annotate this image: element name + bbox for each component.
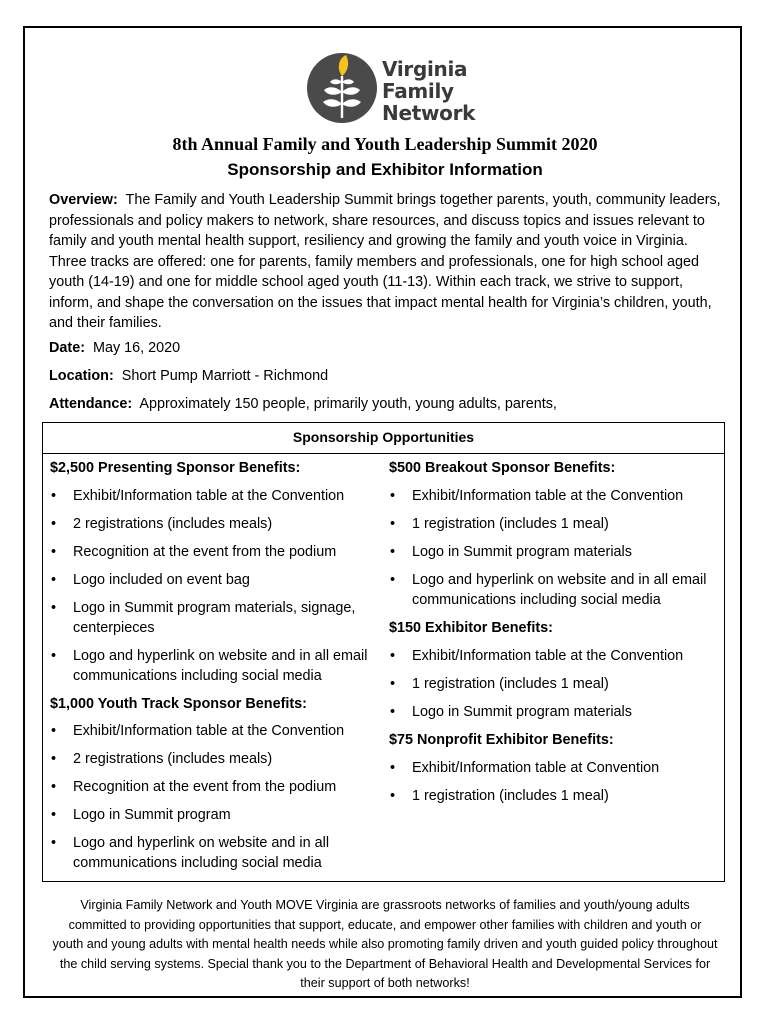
page-title: 8th Annual Family and Youth Leadership Summit 2020: [172, 134, 598, 154]
list-item: • Logo and hyperlink on website and in all email communications including social media: [50, 646, 380, 686]
list-item: • Logo in Summit program: [50, 805, 380, 825]
nonprofit-exhibitor-title: $75 Nonprofit Exhibitor Benefits:: [389, 732, 614, 748]
attendance-label: Attendance:: [49, 396, 133, 412]
list-item: • 1 registration (includes 1 meal): [389, 674, 724, 694]
youth-track-sponsor-list: [50, 721, 380, 873]
sprout-logo-icon: [306, 52, 378, 124]
date-line: [49, 340, 180, 356]
list-item: • Logo in Summit program materials, signage, centerpieces: [50, 598, 380, 638]
list-item: • 2 registrations (includes meals): [50, 514, 380, 534]
sponsorship-table-heading: Sponsorship Opportunities: [43, 423, 724, 454]
virginia-family-network-logo: [306, 52, 476, 126]
breakout-sponsor-list: [389, 486, 724, 610]
page-subtitle: Sponsorship and Exhibitor Information: [227, 160, 543, 179]
list-item: • 2 registrations (includes meals): [50, 749, 380, 769]
list-item: • Recognition at the event from the podium: [50, 777, 380, 797]
attendance-line: [49, 396, 557, 412]
overview-label: Overview:: [49, 192, 118, 208]
sponsorship-table: [42, 422, 725, 882]
list-item: • Exhibit/Information table at the Convention: [389, 646, 724, 666]
presenting-sponsor-title: $2,500 Presenting Sponsor Benefits:: [50, 460, 301, 476]
location-line: [49, 368, 328, 384]
list-item: • Logo and hyperlink on website and in all communications including social media: [50, 833, 380, 873]
list-item: • 1 registration (includes 1 meal): [389, 786, 724, 806]
date-label: Date:: [49, 340, 85, 356]
logo-line-3: Network: [382, 101, 476, 125]
footer-acknowledgement: Virginia Family Network and Youth MOVE Virginia are grassroots networks of families and youth/young adults committed to providing opportunities that support, educate, and empower other families with children and youth or youth and young adults with mental health needs while also promoting family driven and youth guided policy throughout the child serving systems. Special thank you to the Department of Behavioral Health and Developmental Services for their support of both networks!: [52, 898, 718, 990]
presenting-sponsor-list: [50, 486, 380, 686]
list-item: • Logo included on event bag: [50, 570, 380, 590]
list-item: • Recognition at the event from the podium: [50, 542, 380, 562]
location-value: Short Pump Marriott - Richmond: [121, 368, 329, 384]
date-value: May 16, 2020: [92, 340, 181, 356]
exhibitor-title: $150 Exhibitor Benefits:: [389, 620, 553, 636]
nonprofit-exhibitor-list: [389, 758, 724, 806]
list-item: • Exhibit/Information table at the Convention: [50, 486, 380, 506]
overview-text: The Family and Youth Leadership Summit brings together parents, youth, community leaders, professionals and policy makers to network, share resources, and discuss topics and issues relevant to family and youth mental health support, resiliency and growing the family and youth voice in Virginia. Three tracks are offered: one for parents, family members and professionals, one for high school aged youth (14-19) and one for middle school aged youth (11-13). Within each track, we strive to support, inform, and shape the conversation on the issues that impact mental health for Virginia’s children, youth, and their families.: [49, 192, 721, 331]
list-item: • Logo in Summit program materials: [389, 702, 724, 722]
list-item: • Logo and hyperlink on website and in all email communications including social media: [389, 570, 724, 610]
youth-track-sponsor-title: $1,000 Youth Track Sponsor Benefits:: [50, 696, 307, 712]
list-item: • Logo in Summit program materials: [389, 542, 724, 562]
exhibitor-list: [389, 646, 724, 722]
location-label: Location:: [49, 368, 114, 384]
left-column: [50, 454, 380, 873]
list-item: • Exhibit/Information table at Convention: [389, 758, 724, 778]
logo-line-1: Virginia: [382, 57, 468, 81]
logo-line-2: Family: [382, 79, 454, 103]
breakout-sponsor-title: $500 Breakout Sponsor Benefits:: [389, 460, 616, 476]
list-item: • Exhibit/Information table at the Convention: [389, 486, 724, 506]
overview-paragraph: [49, 190, 729, 334]
right-column: [389, 454, 724, 806]
list-item: • 1 registration (includes 1 meal): [389, 514, 724, 534]
list-item: • Exhibit/Information table at the Convention: [50, 721, 380, 741]
attendance-value: Approximately 150 people, primarily youth, young adults, parents,: [139, 396, 557, 412]
